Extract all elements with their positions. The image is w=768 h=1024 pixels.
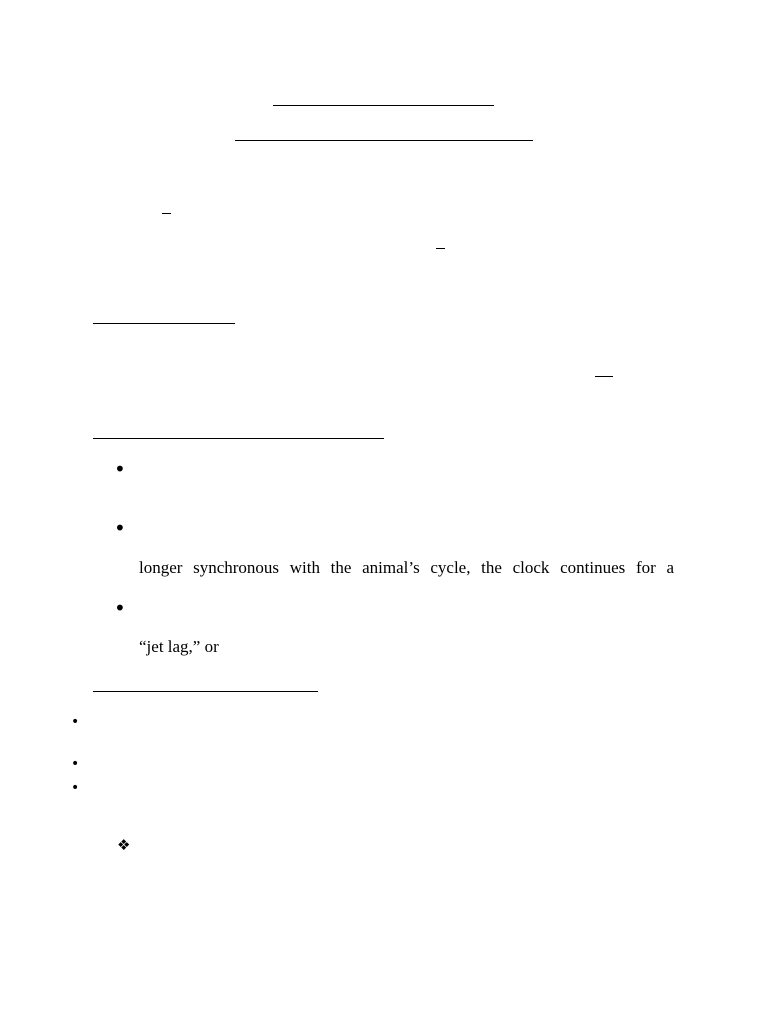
subtitle-underline bbox=[235, 140, 533, 141]
list-bullet-small: • bbox=[71, 780, 80, 796]
section-heading-underline bbox=[93, 691, 318, 692]
list-bullet-small: • bbox=[71, 756, 80, 772]
section-heading-underline bbox=[93, 438, 384, 439]
section-heading-underline bbox=[93, 323, 235, 324]
em-dash-mark bbox=[595, 376, 613, 377]
diamond-bullet-icon: ❖ bbox=[117, 836, 131, 854]
list-bullet: • bbox=[114, 457, 126, 481]
list-bullet: • bbox=[114, 596, 126, 620]
list-bullet-small: • bbox=[71, 714, 80, 730]
paragraph-line: “jet lag,” or bbox=[139, 637, 219, 656]
title-underline bbox=[273, 105, 494, 106]
dash-mark bbox=[162, 213, 171, 214]
paragraph-line: longer synchronous with the animal’s cycle, the clock continues for a bbox=[139, 558, 674, 577]
list-bullet: • bbox=[114, 516, 126, 540]
dash-mark bbox=[436, 248, 445, 249]
